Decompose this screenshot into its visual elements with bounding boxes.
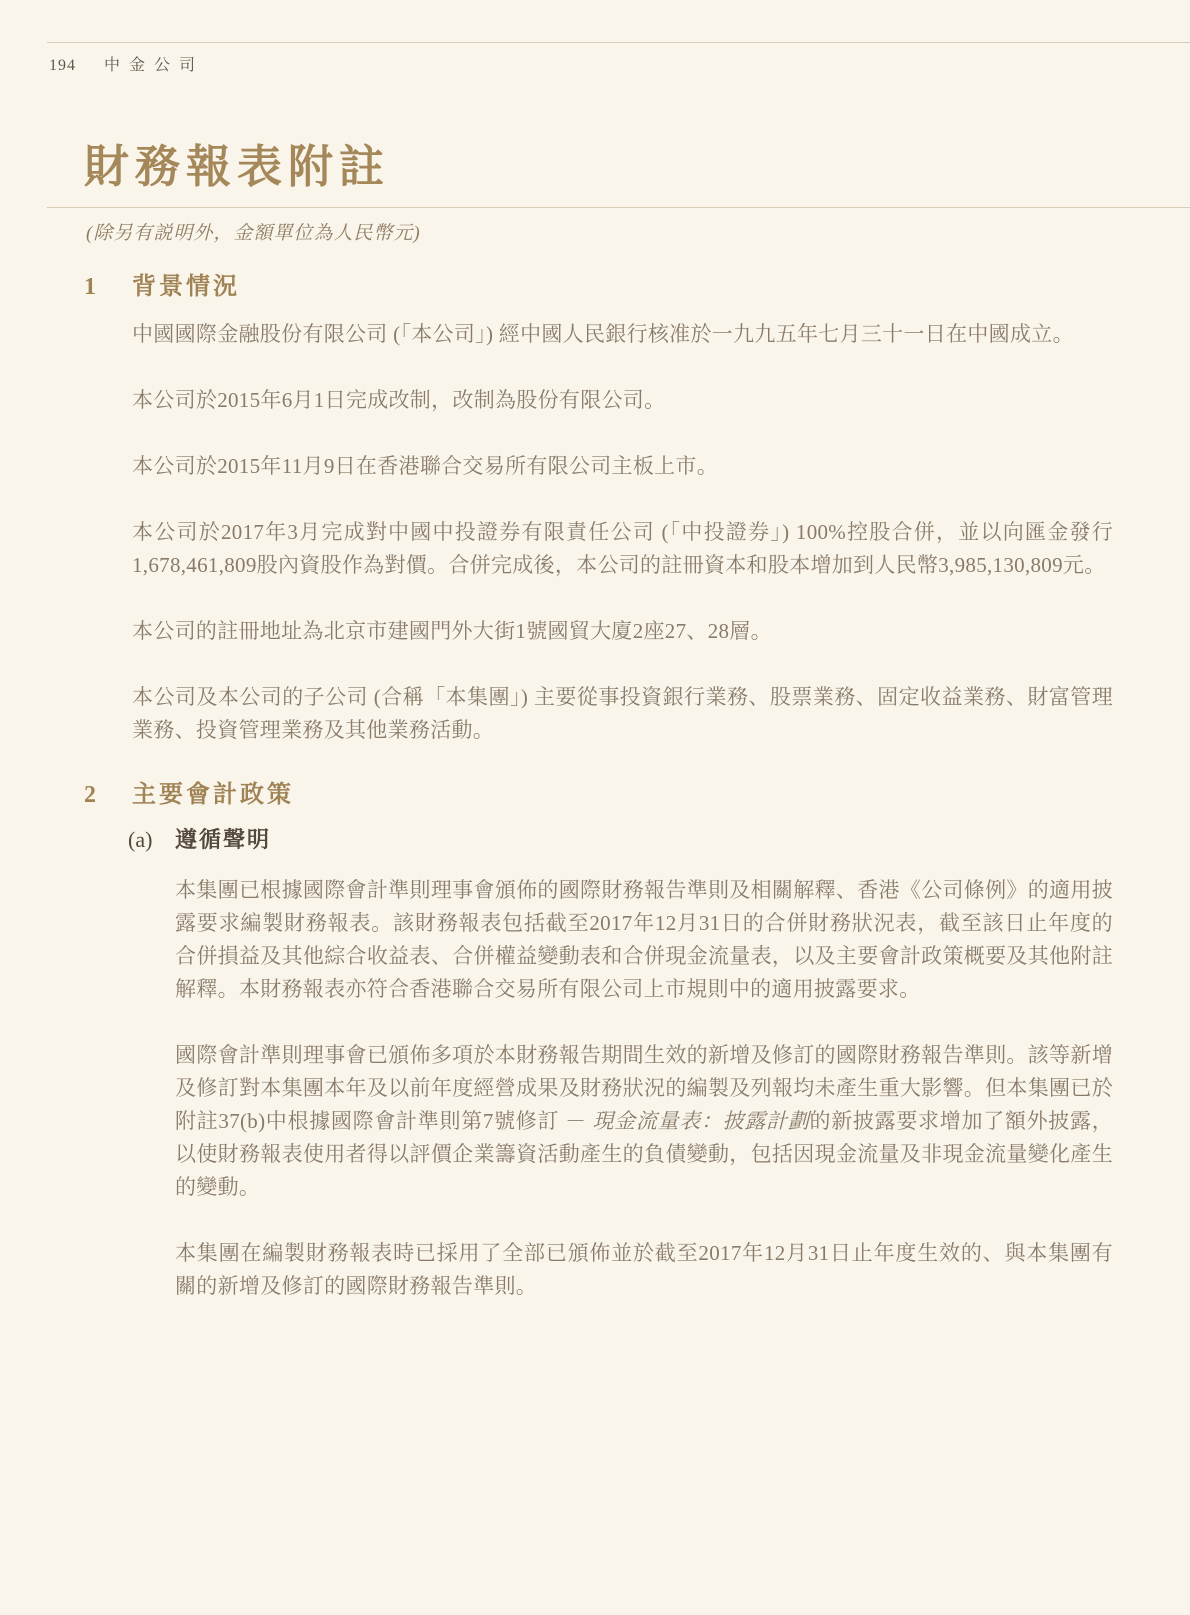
- section-2-title: 主要會計政策: [132, 782, 294, 808]
- section-1-heading: [0, 272, 1113, 302]
- subsection-a-paragraph: 本集團在編製財務報表時已採用了全部已頒佈並於截至2017年12月31日止年度生效的、與本集團有關的新增及修訂的國際財務報告準則。: [175, 1241, 1113, 1298]
- page-number: 194: [49, 57, 76, 74]
- paragraph-text-before: 國際會計準則理事會已頒佈多項於本財務報告期間生效的新增及修訂的國際財務報告準則。該等新增及修訂對本集團本年及以前年度經營成果及財務狀況的編製及列報均未產生重大影響。但本集團已於附註37(b)中根據國際會計準則第7號修訂 －: [175, 1043, 1113, 1133]
- subsection-a-paragraph: 本集團已根據國際會計準則理事會頒佈的國際財務報告準則及相關解釋、香港《公司條例》的適用披露要求編製財務報表。該財務報表包括截至2017年12月31日的合併財務狀況表，截至該日止年度的合併損益及其他綜合收益表、合併權益變動表和合併現金流量表，以及主要會計政策概要及其他附註解釋。本財務報表亦符合香港聯合交易所有限公司上市規則中的適用披露要求。: [175, 878, 1113, 1001]
- subsection-a-heading: [0, 826, 1113, 854]
- subsection-a-paragraph: [175, 1039, 1113, 1204]
- section-1-paragraph: 中國國際金融股份有限公司 (「本公司」) 經中國人民銀行核准於一九九五年七月三十一日在中國成立。: [132, 322, 1074, 346]
- section-2-number: 2: [84, 782, 96, 808]
- section-1-title: 背景情況: [132, 274, 240, 300]
- header-rule: [47, 42, 1190, 43]
- section-2-heading: [0, 780, 1113, 810]
- section-1-paragraph: 本公司於2015年6月1日完成改制，改制為股份有限公司。: [132, 388, 666, 412]
- title-rule: [47, 207, 1190, 208]
- section-1-paragraph: 本公司的註冊地址為北京市建國門外大街1號國貿大廈2座27、28層。: [132, 619, 772, 643]
- subsection-a-title: 遵循聲明: [175, 827, 272, 852]
- section-1-paragraph: 本公司於2015年11月9日在香港聯合交易所有限公司主板上市。: [132, 454, 719, 478]
- italic-term: 現金流量表：披露計劃: [592, 1109, 810, 1133]
- document-body: [0, 272, 1113, 1336]
- section-1-number: 1: [84, 274, 96, 300]
- company-name: 中金公司: [104, 57, 205, 74]
- document-title: 財務報表附註: [84, 142, 391, 192]
- subsection-a-label: (a): [128, 827, 153, 852]
- page-header: [49, 52, 204, 75]
- section-1-paragraph: 本公司於2017年3月完成對中國中投證券有限責任公司 (「中投證券」) 100%控股合併，並以向匯金發行1,678,461,809股內資股作為對價。合併完成後，本公司的註冊資本和股本增加到人民幣3,985,130,809元。: [132, 520, 1113, 577]
- paragraph-text-after: 的新披露要求增加了額外披露，以使財務報表使用者得以評價企業籌資活動產生的負債變動，包括因現金流量及非現金流量變化產生的變動。: [175, 1109, 1114, 1199]
- section-1-paragraph: 本公司及本公司的子公司 (合稱「本集團」) 主要從事投資銀行業務、股票業務、固定收益業務、財富管理業務、投資管理業務及其他業務活動。: [132, 685, 1113, 742]
- currency-unit-note: (除另有説明外，金額單位為人民幣元): [86, 223, 421, 244]
